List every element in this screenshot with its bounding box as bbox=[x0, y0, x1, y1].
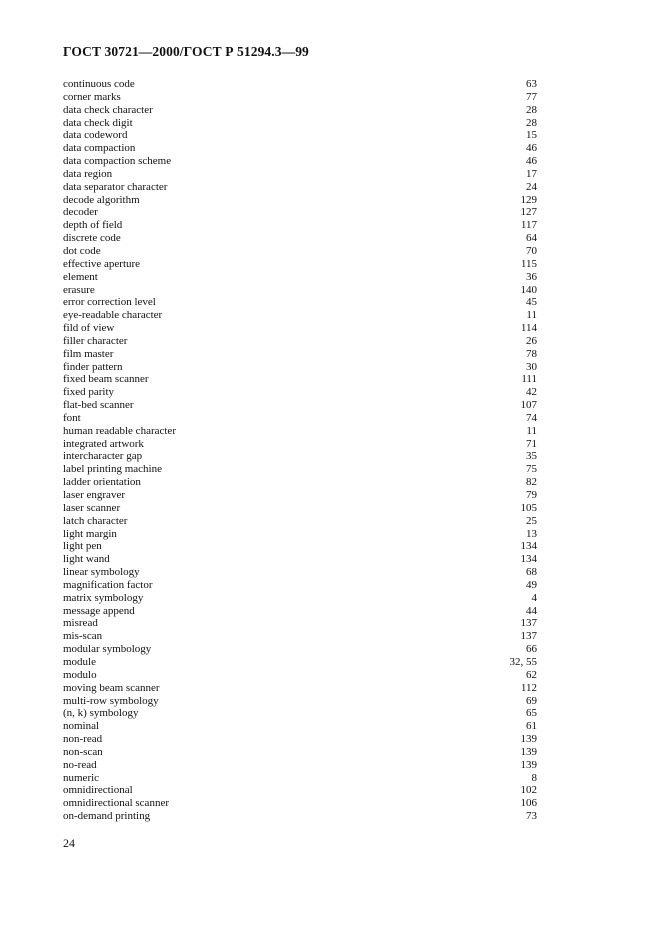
index-term: label printing machine bbox=[63, 463, 162, 476]
index-page-ref: 25 bbox=[526, 514, 537, 527]
index-entry bbox=[63, 296, 537, 309]
index-term: data check character bbox=[63, 103, 153, 116]
index-page-ref: 35 bbox=[526, 450, 537, 463]
index-term: human readable character bbox=[63, 424, 176, 437]
index-term: fild of view bbox=[63, 322, 115, 335]
index-page-ref: 73 bbox=[526, 810, 537, 823]
index-entry bbox=[63, 78, 537, 91]
index-term: font bbox=[63, 411, 81, 424]
index-entry bbox=[63, 245, 537, 258]
index-page-ref: 15 bbox=[526, 129, 537, 142]
index-term: discrete code bbox=[63, 232, 121, 245]
index-term: nominal bbox=[63, 720, 100, 733]
index-term: continuous code bbox=[63, 78, 135, 90]
index-page-ref: 45 bbox=[526, 296, 537, 309]
index-entry bbox=[63, 617, 537, 630]
index-page-ref: 8 bbox=[531, 771, 537, 784]
index-page-ref: 75 bbox=[526, 463, 537, 476]
index-page-ref: 49 bbox=[526, 578, 537, 591]
index-page-ref: 4 bbox=[531, 591, 537, 604]
index-entry bbox=[63, 117, 537, 130]
index-term: magnification factor bbox=[63, 578, 153, 591]
index-entry bbox=[63, 258, 537, 271]
index-term: omnidirectional bbox=[63, 784, 133, 797]
index-page-ref: 11 bbox=[526, 309, 537, 322]
index-entry bbox=[63, 540, 537, 553]
index-term: message append bbox=[63, 604, 135, 617]
index-page-ref: 107 bbox=[520, 399, 537, 412]
index-term: omnidirectional scanner bbox=[63, 797, 169, 810]
index-entry bbox=[63, 502, 537, 515]
index-entry bbox=[63, 194, 537, 207]
index-page-ref: 77 bbox=[526, 90, 537, 103]
index-page-ref: 46 bbox=[526, 155, 537, 168]
index-page-ref: 11 bbox=[526, 424, 537, 437]
index-page-ref: 65 bbox=[526, 707, 537, 720]
index-page-ref: 68 bbox=[526, 566, 537, 579]
index-term: laser engraver bbox=[63, 489, 125, 501]
index-page-ref: 137 bbox=[520, 617, 537, 630]
index-entry bbox=[63, 797, 537, 810]
index-page-ref: 71 bbox=[526, 437, 537, 450]
index-entry bbox=[63, 438, 537, 451]
index-entry bbox=[63, 733, 537, 746]
index-term: module bbox=[63, 655, 96, 668]
index-term: effective aperture bbox=[63, 257, 141, 270]
index-page-ref: 112 bbox=[520, 681, 537, 694]
index-page-ref: 61 bbox=[526, 720, 537, 733]
index-term: light pen bbox=[63, 540, 102, 553]
index-page-ref: 106 bbox=[520, 797, 537, 810]
index-page-ref: 115 bbox=[520, 257, 537, 270]
index-entry bbox=[63, 284, 537, 297]
index-term: eye-readable character bbox=[63, 309, 163, 322]
index-entry bbox=[63, 104, 537, 117]
index-entry bbox=[63, 772, 537, 785]
index-entry bbox=[63, 386, 537, 399]
index-entry bbox=[63, 682, 537, 695]
index-page-ref: 139 bbox=[520, 745, 537, 758]
index-page-ref: 32, 55 bbox=[509, 655, 537, 668]
index-page-ref: 62 bbox=[526, 668, 537, 681]
index-entry bbox=[63, 450, 537, 463]
index-entry bbox=[63, 181, 537, 194]
index-term: depth of field bbox=[63, 219, 123, 232]
index-page-ref: 139 bbox=[520, 758, 537, 771]
index-page-ref: 69 bbox=[526, 694, 537, 707]
index-page-ref: 17 bbox=[526, 167, 537, 180]
index-page-ref: 140 bbox=[520, 283, 537, 296]
index-page-ref: 28 bbox=[526, 116, 537, 129]
index-term: (n, k) symbology bbox=[63, 707, 139, 720]
index-term: fixed parity bbox=[63, 386, 115, 399]
index-page-ref: 26 bbox=[526, 334, 537, 347]
index-page-ref: 102 bbox=[520, 784, 537, 797]
index-page-ref: 134 bbox=[520, 553, 537, 566]
index-term: ladder orientation bbox=[63, 476, 141, 489]
index-entry bbox=[63, 553, 537, 566]
index-entry bbox=[63, 463, 537, 476]
index-term: latch character bbox=[63, 514, 128, 527]
index-page-ref: 70 bbox=[526, 244, 537, 257]
index-page-ref: 129 bbox=[520, 193, 537, 206]
index-entry bbox=[63, 129, 537, 142]
index-term: erasure bbox=[63, 283, 95, 296]
index-page-ref: 63 bbox=[526, 78, 537, 90]
index-entry bbox=[63, 759, 537, 772]
index-entry bbox=[63, 335, 537, 348]
index-entry bbox=[63, 707, 537, 720]
index-page-ref: 30 bbox=[526, 360, 537, 373]
index-term: data compaction bbox=[63, 142, 136, 155]
index-page-ref: 117 bbox=[520, 219, 537, 232]
index-entry bbox=[63, 155, 537, 168]
index-term: numeric bbox=[63, 771, 100, 784]
index-entry bbox=[63, 528, 537, 541]
index-page-ref: 66 bbox=[526, 643, 537, 656]
index-term: linear symbology bbox=[63, 566, 140, 579]
index-entry bbox=[63, 476, 537, 489]
index-entry bbox=[63, 91, 537, 104]
index-term: moving beam scanner bbox=[63, 681, 160, 694]
index-page-ref: 13 bbox=[526, 527, 537, 540]
index-page-ref: 137 bbox=[520, 630, 537, 643]
index-term: multi-row symbology bbox=[63, 694, 159, 707]
index-term: light wand bbox=[63, 553, 110, 566]
index-term: data codeword bbox=[63, 129, 128, 142]
index-page-ref: 78 bbox=[526, 347, 537, 360]
index-entry bbox=[63, 630, 537, 643]
index-term: fixed beam scanner bbox=[63, 373, 149, 386]
index-entry bbox=[63, 219, 537, 232]
index-entry bbox=[63, 656, 537, 669]
index-entry bbox=[63, 309, 537, 322]
index-page-ref: 79 bbox=[526, 489, 537, 501]
index-page-ref: 28 bbox=[526, 103, 537, 116]
index-page-ref: 64 bbox=[526, 232, 537, 245]
index-entry bbox=[63, 515, 537, 528]
index-entry bbox=[63, 579, 537, 592]
index-term: on-demand printing bbox=[63, 810, 151, 823]
index-term: finder pattern bbox=[63, 360, 123, 373]
index-term: data separator character bbox=[63, 180, 168, 193]
page-header: ГОСТ 30721—2000/ГОСТ Р 51294.3—99 bbox=[63, 44, 309, 59]
index-entry bbox=[63, 168, 537, 181]
index-entry bbox=[63, 784, 537, 797]
index-term: decode algorithm bbox=[63, 193, 140, 206]
index-term: matrix symbology bbox=[63, 591, 144, 604]
index-page-ref: 111 bbox=[521, 373, 537, 386]
index-term: flat-bed scanner bbox=[63, 399, 134, 412]
index-entry bbox=[63, 232, 537, 245]
index-page-ref: 105 bbox=[520, 501, 537, 514]
index-page-ref: 82 bbox=[526, 476, 537, 489]
index-entry bbox=[63, 412, 537, 425]
index-term: no-read bbox=[63, 758, 97, 771]
index-entry bbox=[63, 605, 537, 618]
index-page-ref: 44 bbox=[526, 604, 537, 617]
index-term: non-scan bbox=[63, 745, 103, 758]
index-term: decoder bbox=[63, 206, 98, 219]
index-term: film master bbox=[63, 347, 114, 360]
index-term: laser scanner bbox=[63, 501, 121, 514]
page-number: 24 bbox=[63, 836, 75, 850]
index-page-ref: 36 bbox=[526, 270, 537, 283]
index-entry bbox=[63, 322, 537, 335]
index-entry bbox=[63, 142, 537, 155]
index-term: light margin bbox=[63, 527, 117, 540]
index-entry bbox=[63, 373, 537, 386]
index-term: integrated artwork bbox=[63, 437, 144, 450]
index-term: misread bbox=[63, 617, 98, 630]
index-entry bbox=[63, 566, 537, 579]
index-term: element bbox=[63, 270, 98, 283]
index-term: intercharacter gap bbox=[63, 450, 143, 463]
index-entry bbox=[63, 348, 537, 361]
index-page-ref: 46 bbox=[526, 142, 537, 155]
index-term: data region bbox=[63, 167, 113, 180]
index-entry bbox=[63, 489, 537, 502]
index-entry bbox=[63, 592, 537, 605]
index-page-ref: 42 bbox=[526, 386, 537, 399]
index-entry bbox=[63, 361, 537, 374]
index-term: dot code bbox=[63, 244, 101, 257]
index-term: non-read bbox=[63, 733, 103, 746]
index-page-ref: 114 bbox=[520, 322, 537, 335]
index-entry bbox=[63, 669, 537, 682]
index-entry bbox=[63, 810, 537, 823]
index-term: data compaction scheme bbox=[63, 155, 172, 168]
index-list bbox=[63, 78, 537, 823]
index-entry bbox=[63, 206, 537, 219]
index-entry bbox=[63, 720, 537, 733]
index-term: data check digit bbox=[63, 116, 133, 129]
index-term: error correction level bbox=[63, 296, 156, 309]
index-term: filler character bbox=[63, 334, 128, 347]
index-term: corner marks bbox=[63, 90, 121, 103]
index-page-ref: 24 bbox=[526, 180, 537, 193]
index-entry bbox=[63, 695, 537, 708]
index-entry bbox=[63, 425, 537, 438]
index-page-ref: 74 bbox=[526, 411, 537, 424]
index-page-ref: 139 bbox=[520, 733, 537, 746]
index-term: mis-scan bbox=[63, 630, 103, 643]
index-page-ref: 127 bbox=[520, 206, 537, 219]
index-entry bbox=[63, 271, 537, 284]
index-term: modular symbology bbox=[63, 643, 152, 656]
index-entry bbox=[63, 399, 537, 412]
index-entry bbox=[63, 643, 537, 656]
index-entry bbox=[63, 746, 537, 759]
index-term: modulo bbox=[63, 668, 97, 681]
index-page-ref: 134 bbox=[520, 540, 537, 553]
